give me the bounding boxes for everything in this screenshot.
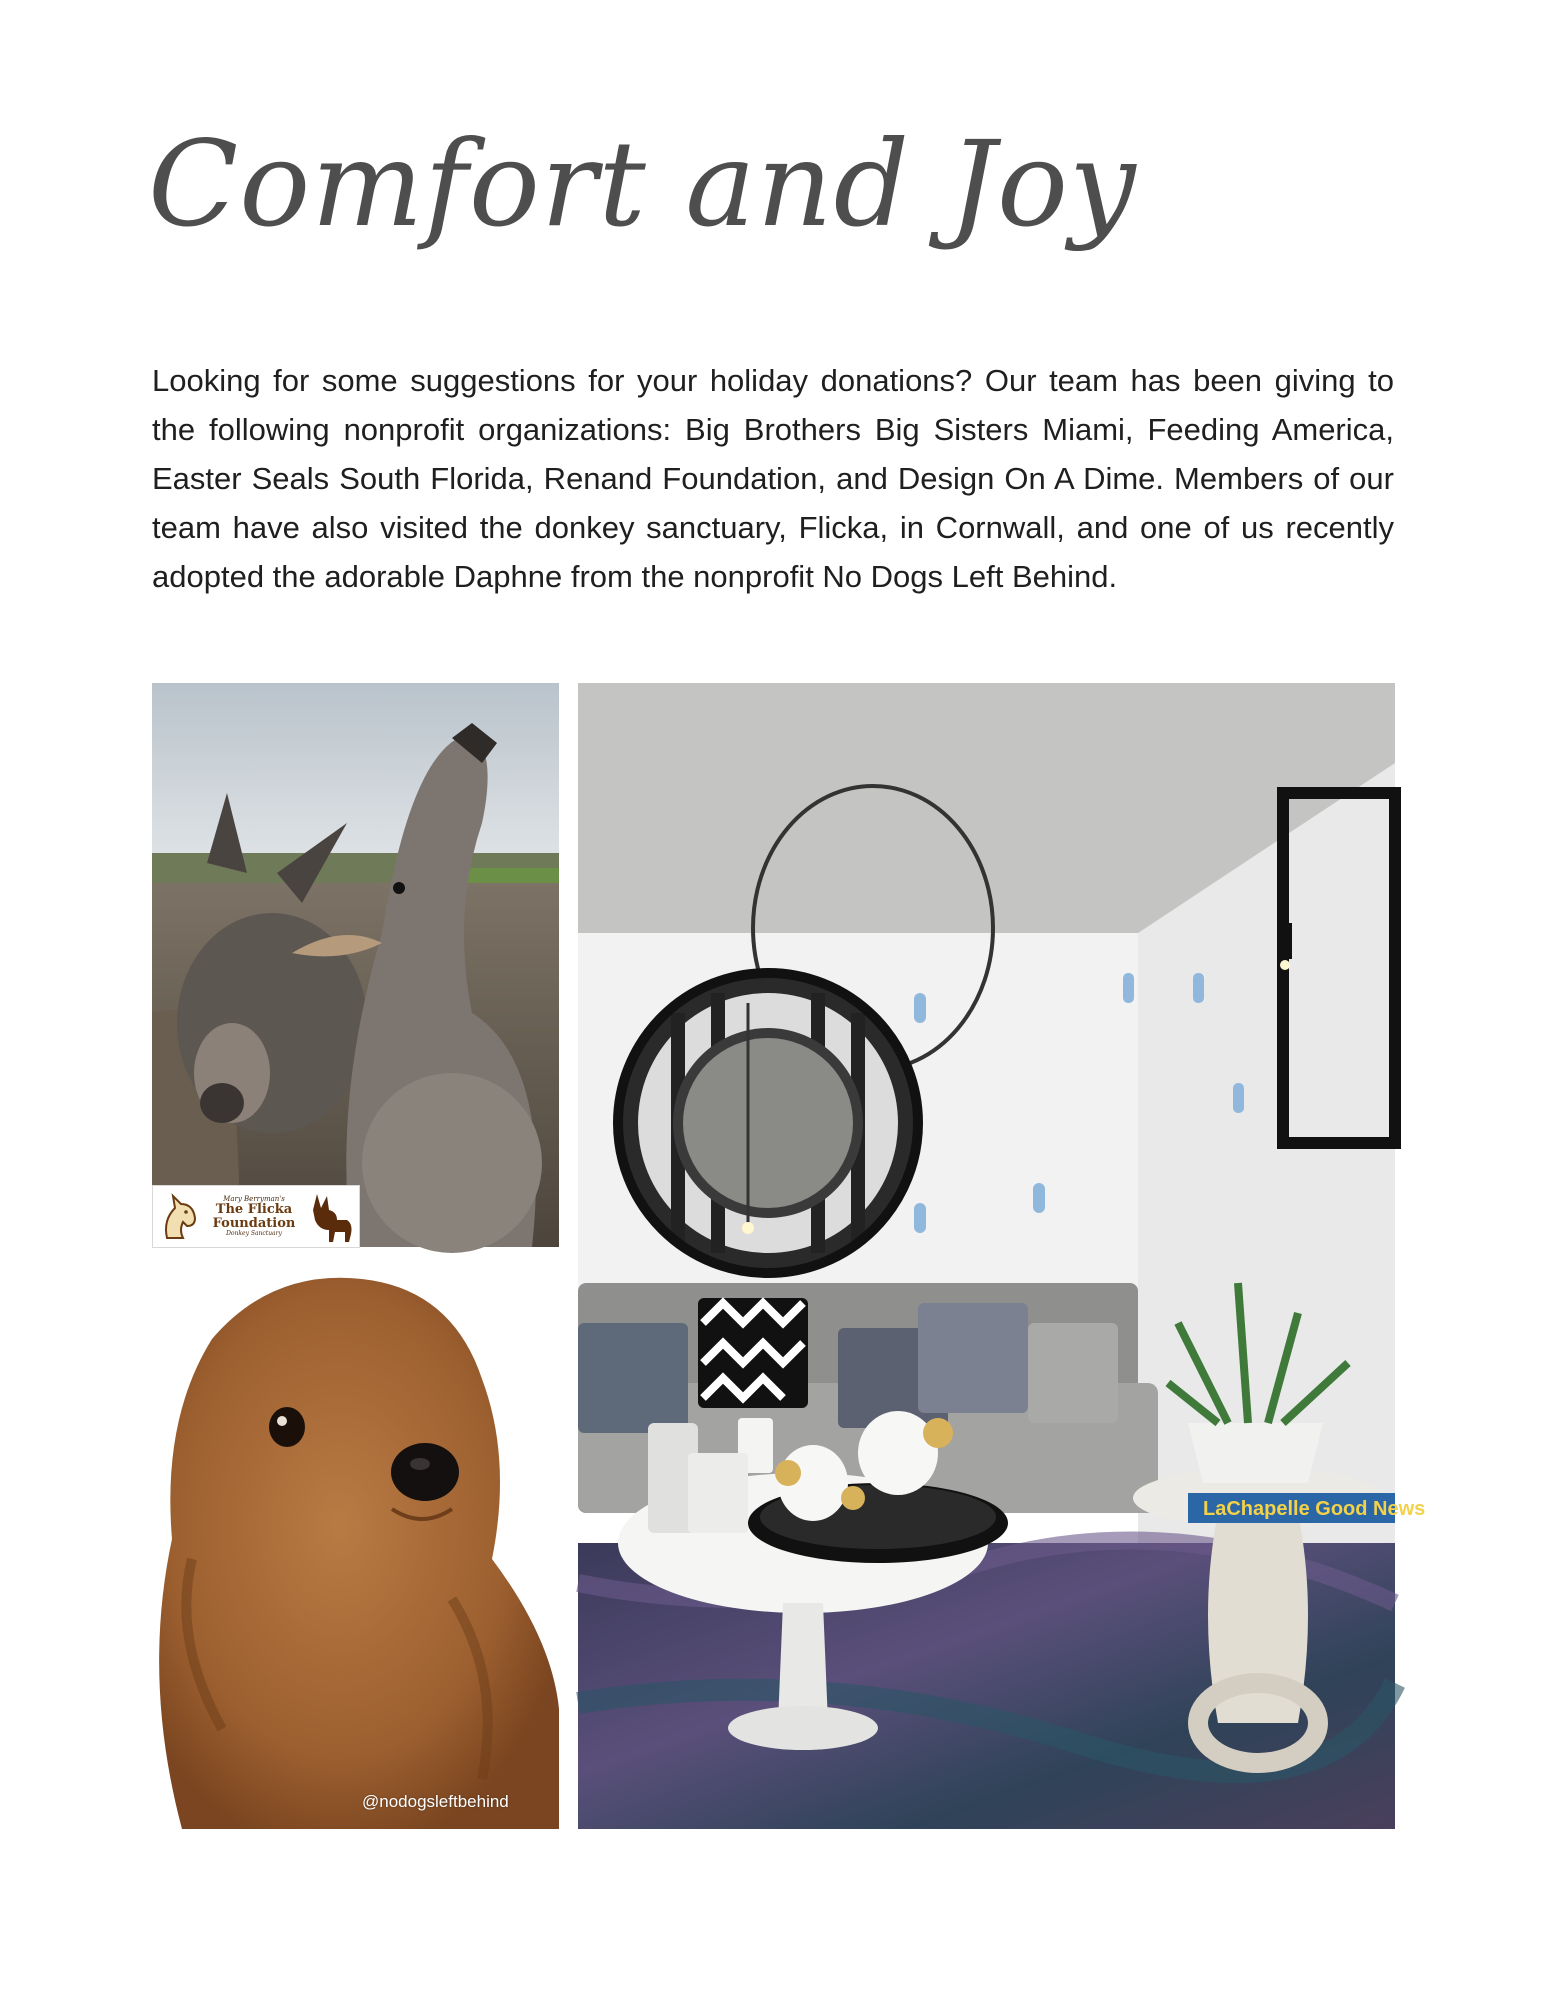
- flicka-foundation-logo: [152, 1185, 360, 1248]
- living-room-photo: [578, 683, 1426, 1829]
- donkey-icon: [307, 1190, 355, 1244]
- donkey-photo: [152, 683, 559, 1247]
- page-title: Comfort and Joy: [148, 115, 1137, 253]
- logo-name-line2: Foundation: [212, 1216, 296, 1232]
- horse-head-icon: [157, 1192, 201, 1242]
- dog-photo: [152, 1259, 559, 1829]
- logo-owner: Mary Berryman's: [223, 1195, 285, 1204]
- logo-wordmark: [213, 1196, 296, 1237]
- intro-paragraph: Looking for some suggestions for your holiday donations? Our team has been giving to the following nonprofit organizations: Big Brothers Big Sisters Miami, Feeding America, Easter Seals South Florida, Renand Foundation, and Design On A Dime. Members of our team have also visited the donkey sanctuary, Flicka, in Cornwall, and one of us recently adopted the adorable Daphne from the nonprofit No Dogs Left Behind.: [152, 363, 1394, 594]
- logo-subtitle: Donkey Sanctuary: [226, 1229, 282, 1237]
- book-title: LaChapelle Good News: [1203, 1498, 1426, 1520]
- logo-name-line1: The Flicka: [215, 1202, 293, 1218]
- photo-credit-watermark: @nodogsleftbehind: [362, 1792, 509, 1811]
